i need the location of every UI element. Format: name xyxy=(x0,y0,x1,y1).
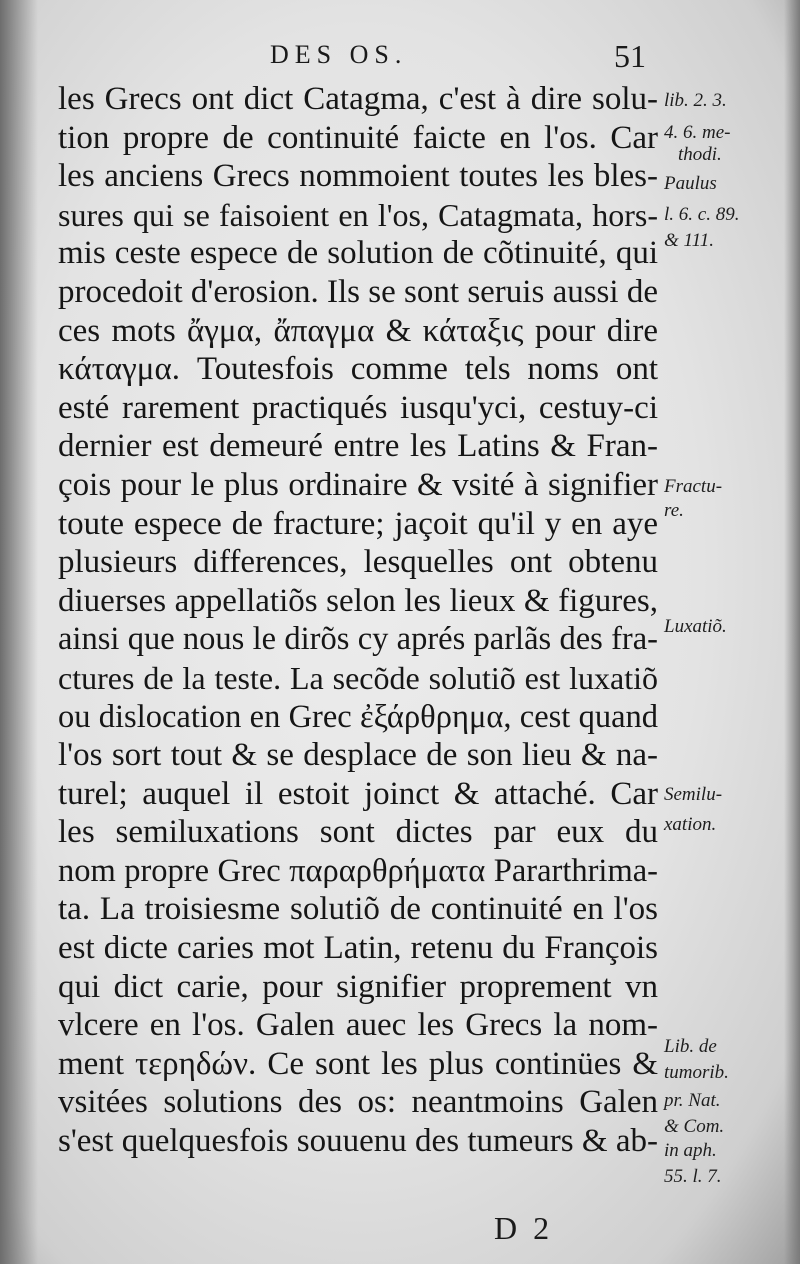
text-line: çois pour le plus ordinaire & vsité à signifier xyxy=(58,466,658,503)
margin-note: lib. 2. 3. xyxy=(664,90,727,111)
margin-note: Lib. de xyxy=(664,1036,717,1057)
margin-note: Semilu- xyxy=(664,784,723,805)
margin-note: & Com. xyxy=(664,1116,725,1137)
text-line: est dicte caries mot Latin, retenu du François xyxy=(58,930,658,967)
text-line: plusieurs differences, lesquelles ont obtenu xyxy=(58,544,658,581)
text-line: diuerses appellatiõs selon les lieux & figures, xyxy=(58,582,658,619)
margin-note: pr. Nat. xyxy=(664,1090,721,1111)
margin-note: Luxatiõ. xyxy=(664,616,727,637)
text-line: κάταγμα. Toutesfois comme tels noms ont xyxy=(58,351,658,388)
margin-note: & 111. xyxy=(664,230,714,251)
text-line: ou dislocation en Grec ἐξάρθρημα, cest quand xyxy=(58,698,658,735)
running-head: DES OS. xyxy=(270,40,408,69)
text-line: tion propre de continuité faicte en l'os. Car xyxy=(58,119,658,156)
text-line: ta. La troisiesme solutiõ de continuité en l'os xyxy=(58,891,658,928)
text-line: vsitées solutions des os: neantmoins Galen xyxy=(58,1084,658,1121)
body-text xyxy=(58,76,658,1160)
margin-note: l. 6. c. 89. xyxy=(664,204,740,225)
margin-note: tumorib. xyxy=(664,1062,729,1083)
text-line: dernier est demeuré entre les Latins & Fran- xyxy=(58,428,658,465)
margin-note: xation. xyxy=(664,814,717,835)
margin-note: in aph. xyxy=(664,1140,717,1161)
text-line: les semiluxations sont dictes par eux du xyxy=(58,814,658,851)
text-line: ctures de la teste. La secõde solutiõ est luxatiõ xyxy=(58,659,658,696)
text-line: ainsi que nous le dirõs cy aprés parlãs des fra- xyxy=(58,621,658,658)
text-line: l'os sort tout & se desplace de son lieu & na- xyxy=(58,737,658,774)
text-line: sures qui se faisoient en l'os, Catagmata, hors- xyxy=(58,196,658,233)
text-line: turel; auquel il estoit joinct & attaché. Car xyxy=(58,775,658,812)
text-line: qui dict carie, pour signifier proprement vn xyxy=(58,968,658,1005)
text-line: s'est quelquesfois souuenu des tumeurs & ab- xyxy=(58,1123,658,1160)
text-line: esté rarement practiqués iusqu'yci, cestuy-ci xyxy=(58,389,658,426)
text-line: nom propre Grec παραρθρήματα Pararthrima- xyxy=(58,852,658,889)
text-line: les Grecs ont dict Catagma, c'est à dire solu- xyxy=(58,81,658,117)
text-line: procedoit d'erosion. Ils se sont seruis aussi de xyxy=(58,273,658,310)
text-line: vlcere en l'os. Galen auec les Grecs la nom- xyxy=(58,1007,658,1044)
margin-note: 55. l. 7. xyxy=(664,1166,722,1187)
text-line: les anciens Grecs nommoient toutes les bles- xyxy=(58,158,658,195)
page-number: 51 xyxy=(614,38,646,74)
text-line: ment τερηδών. Ce sont les plus continües & xyxy=(58,1045,658,1082)
text-line: mis ceste espece de solution de cõtinuité, qui xyxy=(58,235,658,272)
signature-mark: D 2 xyxy=(494,1210,554,1246)
text-line: ces mots ἄγμα, ἄπαγμα & κάταξις pour dire xyxy=(58,312,658,349)
text-line: toute espece de fracture; jaçoit qu'il y en aye xyxy=(58,505,658,542)
margin-note: 4. 6. me- xyxy=(664,122,731,143)
margin-note: re. xyxy=(664,500,684,521)
margin-note: thodi. xyxy=(678,144,722,165)
margin-note: Fractu- xyxy=(664,476,723,497)
margin-note: Paulus xyxy=(664,173,717,194)
